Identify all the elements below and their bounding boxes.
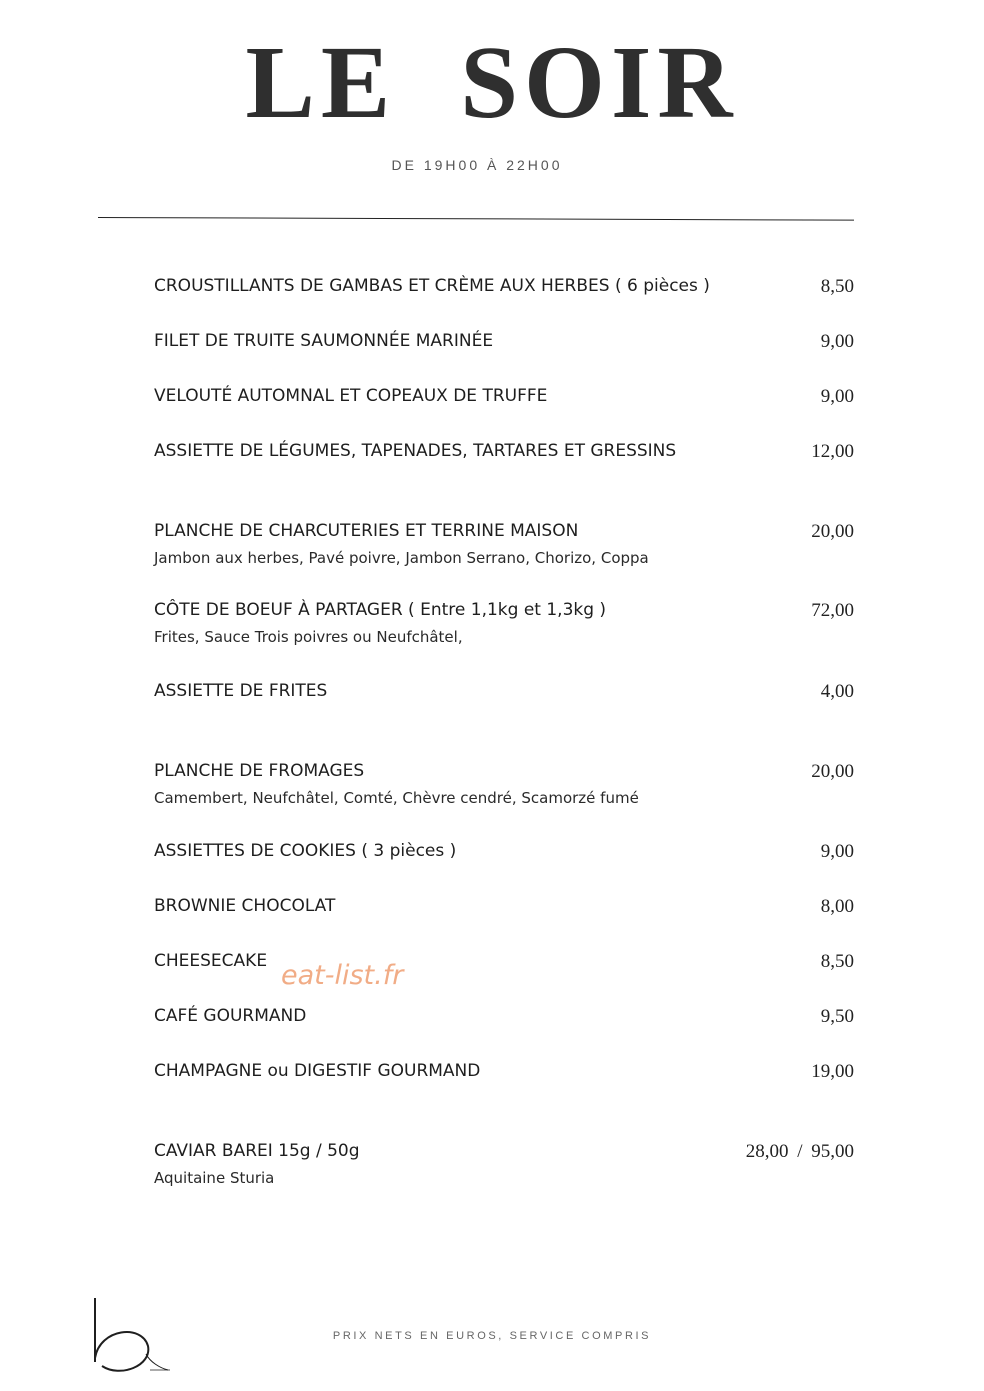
menu-item-price: 8,00 <box>820 896 854 917</box>
menu-item-price: 72,00 <box>811 600 854 621</box>
menu-item-name: CAFÉ GOURMAND <box>154 1006 307 1026</box>
menu-item-name: CROUSTILLANTS DE GAMBAS ET CRÈME AUX HERBES ( 6 pièces ) <box>154 276 710 296</box>
menu-item-price: 19,00 <box>811 1061 854 1082</box>
menu-item-description: Aquitaine Sturia <box>154 1169 275 1187</box>
menu-item-name: FILET DE TRUITE SAUMONNÉE MARINÉE <box>154 331 494 351</box>
menu-item-price: 20,00 <box>811 761 854 782</box>
menu-item-name: CHAMPAGNE ou DIGESTIF GOURMAND <box>154 1061 481 1081</box>
menu-item-price: 9,00 <box>820 331 854 352</box>
menu-item-price: 4,00 <box>820 681 854 702</box>
menu-item-name: ASSIETTES DE COOKIES ( 3 pièces ) <box>154 841 457 861</box>
menu-item-description: Jambon aux herbes, Pavé poivre, Jambon Serrano, Chorizo, Coppa <box>154 549 649 567</box>
menu-item-name: ASSIETTE DE FRITES <box>154 681 328 701</box>
menu-item-description: Camembert, Neufchâtel, Comté, Chèvre cendré, Scamorzé fumé <box>154 789 639 807</box>
menu-item-description: Frites, Sauce Trois poivres ou Neufchâtel, <box>154 628 463 646</box>
menu-item-name: ASSIETTE DE LÉGUMES, TAPENADES, TARTARES ET GRESSINS <box>154 441 677 461</box>
menu-item-price: 28,00 / 95,00 <box>745 1141 854 1162</box>
watermark: eat-list.fr <box>281 960 404 991</box>
menu-item-name: PLANCHE DE FROMAGES <box>154 761 365 781</box>
service-hours: DE 19H00 À 22H00 <box>391 157 563 173</box>
menu-item-price: 8,50 <box>820 276 854 297</box>
menu-item-price: 9,00 <box>820 386 854 407</box>
page-title: LE SOIR <box>245 25 739 140</box>
menu-item-name: VELOUTÉ AUTOMNAL ET COPEAUX DE TRUFFE <box>154 386 548 406</box>
menu-item-price: 8,50 <box>820 951 854 972</box>
menu-item-name: PLANCHE DE CHARCUTERIES ET TERRINE MAISON <box>154 521 579 541</box>
menu-item-name: CAVIAR BAREI 15g / 50g <box>154 1141 360 1161</box>
menu-item-price: 20,00 <box>811 521 854 542</box>
header-divider <box>98 217 854 221</box>
menu-item-name: BROWNIE CHOCOLAT <box>154 896 336 916</box>
menu-item-price: 9,00 <box>820 841 854 862</box>
menu-item-name: CHEESECAKE <box>154 951 268 971</box>
menu-item-price: 12,00 <box>811 441 854 462</box>
menu-item-name: CÔTE DE BOEUF À PARTAGER ( Entre 1,1kg et 1,3kg ) <box>154 600 607 620</box>
menu-item-price: 9,50 <box>820 1006 854 1027</box>
footer-note: PRIX NETS EN EUROS, SERVICE COMPRIS <box>332 1330 652 1342</box>
